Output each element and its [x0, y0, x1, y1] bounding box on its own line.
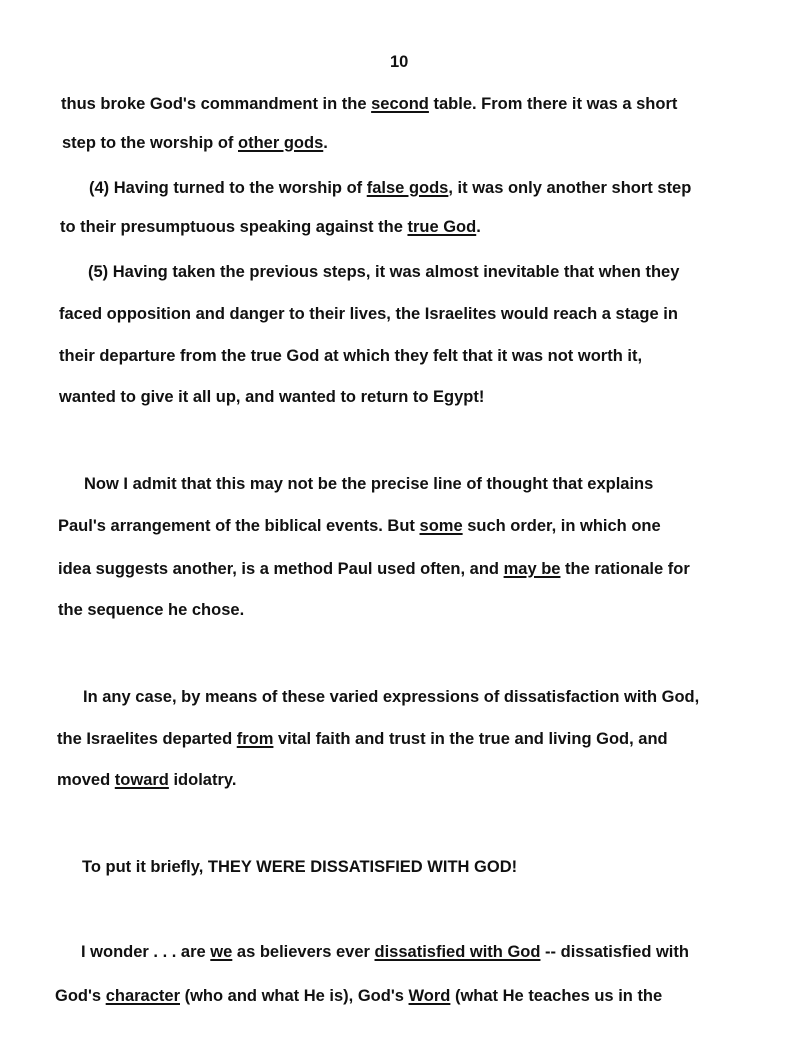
- text-line: wanted to give it all up, and wanted to return to Egypt!: [59, 388, 485, 406]
- text-line: Paul's arrangement of the biblical events. But some such order, in which one: [58, 517, 661, 535]
- text-line: moved toward idolatry.: [57, 771, 237, 789]
- underlined-text: dissatisfied with God: [374, 943, 541, 961]
- text-line: their departure from the true God at which they felt that it was not worth it,: [59, 347, 643, 365]
- text-line: (5) Having taken the previous steps, it was almost inevitable that when they: [88, 263, 680, 281]
- underlined-text: true God: [407, 218, 477, 236]
- page-number: 10: [390, 53, 409, 71]
- text-line: I wonder . . . are we as believers ever dissatisfied with God -- dissatisfied with: [81, 943, 689, 961]
- underlined-text: second: [371, 95, 429, 113]
- text-line: To put it briefly, THEY WERE DISSATISFIED WITH GOD!: [82, 858, 518, 876]
- text-line: idea suggests another, is a method Paul used often, and may be the rationale for: [58, 560, 690, 578]
- text-line: In any case, by means of these varied expressions of dissatisfaction with God,: [83, 688, 700, 706]
- text-line: the Israelites departed from vital faith and trust in the true and living God, and: [57, 730, 668, 748]
- text-line: God's character (who and what He is), God's Word (what He teaches us in the: [55, 987, 663, 1005]
- underlined-text: false gods: [366, 179, 449, 197]
- underlined-text: other gods: [238, 134, 324, 152]
- text-line: thus broke God's commandment in the second table. From there it was a short: [61, 95, 678, 113]
- underlined-text: we: [210, 943, 233, 961]
- underlined-text: some: [419, 517, 463, 535]
- text-line: to their presumptuous speaking against the true God.: [60, 218, 481, 236]
- underlined-text: toward: [114, 771, 169, 789]
- underlined-text: from: [236, 730, 274, 748]
- underlined-text: character: [105, 987, 180, 1005]
- underlined-text: may be: [503, 560, 561, 578]
- text-line: the sequence he chose.: [58, 601, 245, 619]
- text-line: Now I admit that this may not be the precise line of thought that explains: [84, 475, 654, 493]
- text-line: step to the worship of other gods.: [62, 134, 328, 152]
- underlined-text: Word: [408, 987, 451, 1005]
- text-line: faced opposition and danger to their lives, the Israelites would reach a stage in: [59, 305, 678, 323]
- text-line: (4) Having turned to the worship of false gods, it was only another short step: [89, 179, 692, 197]
